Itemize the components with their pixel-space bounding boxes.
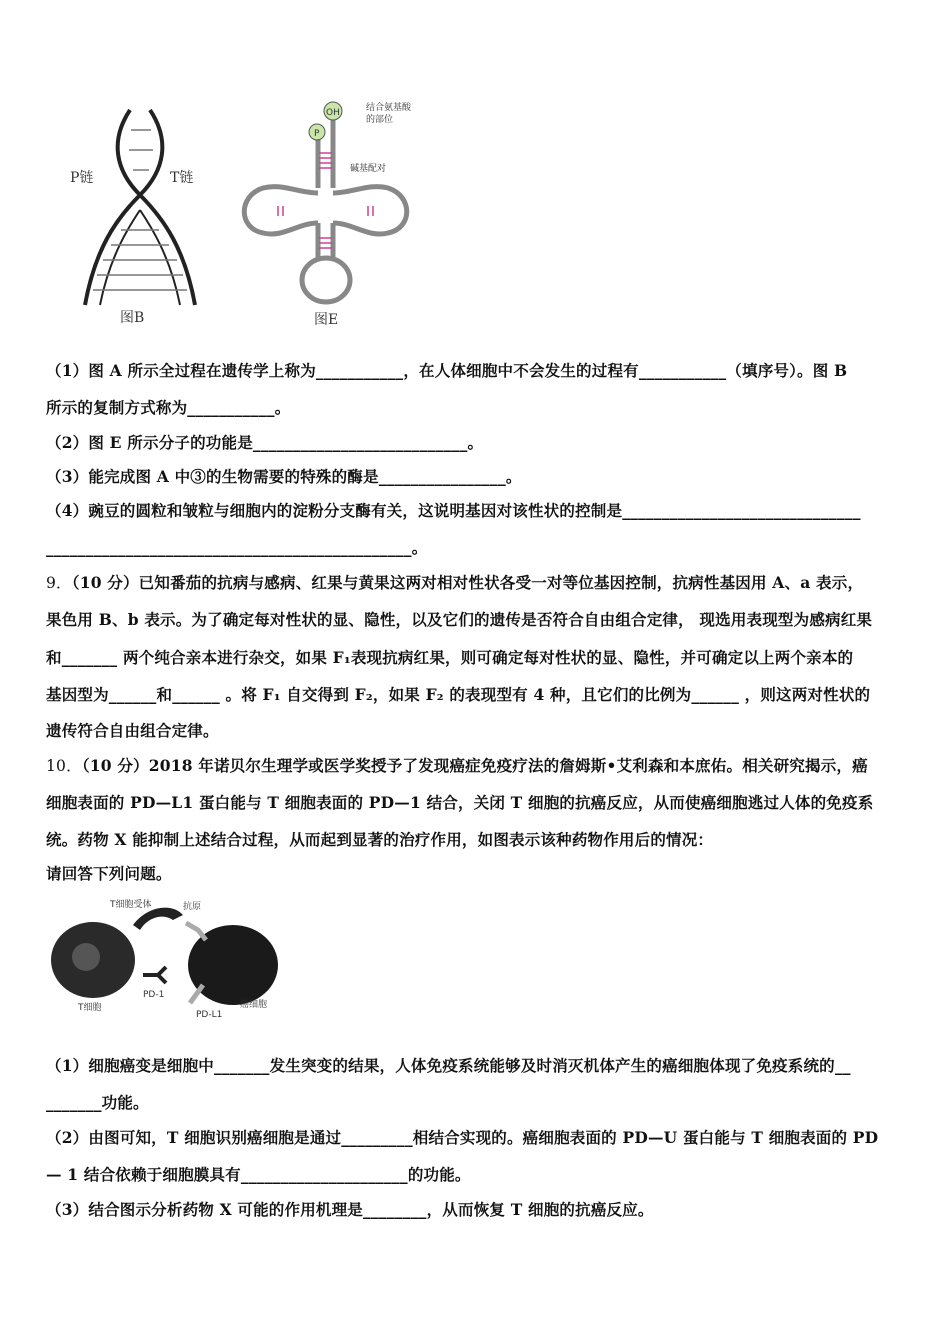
q8-part3: （3）能完成图 A 中③的生物需要的特殊的酶是________________。: [46, 467, 522, 486]
q8-part4-line1: （4）豌豆的圆粒和皱粒与细胞内的淀粉分支酶有关，这说明基因对该性状的控制是______________________________: [46, 501, 861, 520]
q10-text-1: （10 分）2018 年诺贝尔生理学或医学奖授予了发现癌症免疫疗法的詹姆斯•艾利森和本庶佑。相关研究揭示，癌: [81, 756, 868, 775]
q9-line1: [46, 573, 906, 593]
t-chain-label: T链: [170, 170, 194, 186]
q8-part4-line2: ______________________________________________。: [46, 538, 428, 557]
q10-line3: 统。药物 X 能抑制上述结合过程，从而起到显著的治疗作用，如图表示该种药物作用后的情况：: [46, 830, 714, 849]
pdl1-label: PD-L1: [196, 1010, 223, 1020]
q9-line2: 果色用 B、b 表示。为了确定每对性状的显、隐性，以及它们的遗传是否符合自由组合定律， 现选用表现型为感病红果: [46, 610, 873, 629]
p-label: P: [314, 129, 320, 139]
amino-site-label-1: 结合氨基酸: [366, 103, 412, 113]
q10-line2: 细胞表面的 PD—L1 蛋白能与 T 细胞表面的 PD—1 结合，关闭 T 细胞的抗癌反应，从而使癌细胞逃过人体的免疫系: [46, 793, 874, 812]
cancer-cell-label: 癌细胞: [240, 1000, 268, 1010]
q9-line3: 和_______ 两个纯合亲本进行杂交，如果 F₁表现抗病红果，则可确定每对性状的显、隐性，并可确定以上两个亲本的: [46, 648, 854, 667]
q10-number: 10．: [46, 757, 82, 775]
q9-text-1: （10 分）已知番茄的抗病与感病、红果与黄果这两对相对性状各受一对等位基因控制，抗病性基因用 A、a 表示，: [71, 573, 864, 592]
amino-site-label-2: 的部位: [366, 115, 394, 125]
q9-line4: 基因型为______和______ 。将 F₁ 自交得到 F₂，如果 F₂ 的表现型有 4 种，且它们的比例为______ ，则这两对性状的: [46, 685, 871, 704]
oh-label: OH: [326, 108, 340, 118]
q10-part2-line2: — 1 结合依赖于细胞膜具有_____________________的功能。: [46, 1165, 471, 1184]
trna-figure: [238, 98, 428, 330]
dna-helix-figure: [55, 100, 225, 330]
antigen-label: 抗原: [183, 902, 202, 912]
q10-part1-line2: _______功能。: [46, 1093, 149, 1112]
q10-line4: 请回答下列问题。: [46, 864, 172, 883]
p-chain-label: P链: [70, 170, 94, 186]
immune-figure: [48, 895, 288, 1025]
figure-e-caption: 图E: [314, 312, 339, 328]
q9-line5: 遗传符合自由组合定律。: [46, 721, 219, 740]
t-receptor-label: T细胞受体: [110, 900, 152, 910]
q9-number: 9．: [46, 574, 72, 592]
figure-b-caption: 图B: [120, 310, 145, 326]
base-pair-label: 碱基配对: [350, 164, 387, 174]
q8-part1-line2: 所示的复制方式称为___________。: [46, 398, 291, 417]
q10-part1-line1: （1）细胞癌变是细胞中_______发生突变的结果，人体免疫系统能够及时消灭机体产生的癌细胞体现了免疫系统的__: [46, 1056, 851, 1075]
q8-part2: （2）图 E 所示分子的功能是___________________________。: [46, 433, 484, 452]
q10-part3: （3）结合图示分析药物 X 可能的作用机理是________，从而恢复 T 细胞的抗癌反应。: [46, 1200, 654, 1219]
q10-part2-line1: （2）由图可知，T 细胞识别癌细胞是通过_________相结合实现的。癌细胞表面的 PD—U 蛋白能与 T 细胞表面的 PD: [46, 1128, 879, 1147]
q8-part1-line1: （1）图 A 所示全过程在遗传学上称为___________，在人体细胞中不会发生的过程有___________（填序号）。图 B: [46, 361, 848, 380]
t-cell-label: T细胞: [78, 1003, 102, 1013]
pd1-label: PD-1: [143, 990, 165, 1000]
q10-line1: [46, 756, 906, 776]
